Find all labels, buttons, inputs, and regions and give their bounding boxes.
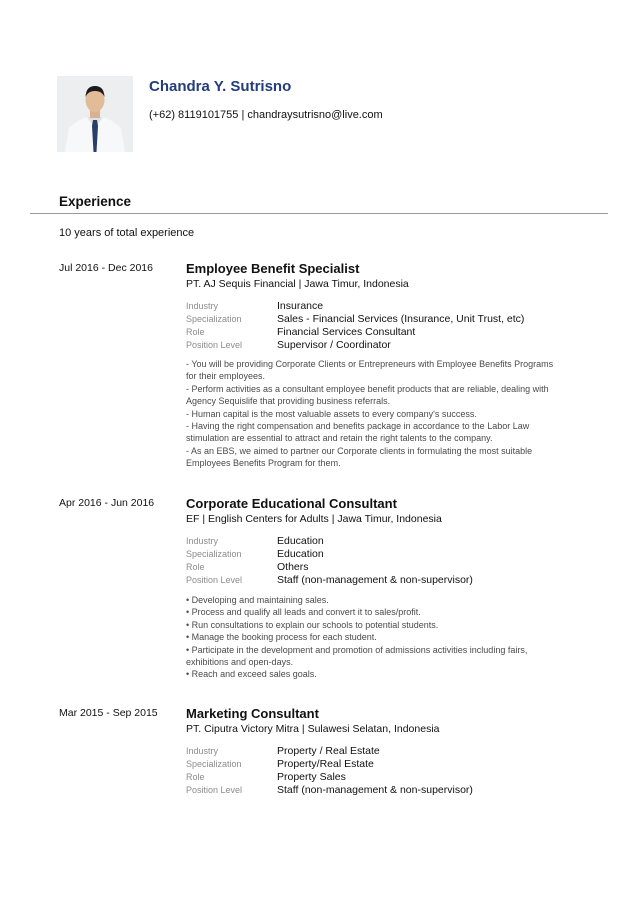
industry-value: Education	[277, 535, 324, 547]
description-line: exhibitions and open-days.	[186, 657, 294, 668]
job-dates: Mar 2015 - Sep 2015	[59, 707, 158, 719]
position-level-row	[186, 574, 586, 587]
role-value: Property Sales	[277, 771, 346, 783]
description-line: - You will be providing Corporate Clients or Entrepreneurs with Employee Benefits Programs	[186, 359, 554, 369]
specialization-label: Specialization	[186, 549, 242, 559]
description-line: stimulation are essential to attract and retain the right talents to the company.	[186, 433, 493, 444]
specialization-label: Specialization	[186, 314, 242, 324]
role-row	[186, 771, 586, 784]
job-company: PT. AJ Sequis Financial | Jawa Timur, Indonesia	[186, 278, 409, 290]
description-line: • Process and qualify all leads and convert it to sales/profit.	[186, 607, 421, 618]
description-line: for their employees.	[186, 371, 266, 382]
role-row	[186, 326, 586, 339]
industry-label: Industry	[186, 301, 219, 311]
description-line: - Perform activities as a consultant employee benefit products that are reliable, dealing with	[186, 383, 549, 394]
section-divider	[30, 213, 608, 214]
specialization-value: Property/Real Estate	[277, 758, 374, 770]
job-details	[186, 535, 586, 587]
position-level-row	[186, 339, 586, 352]
job-details	[186, 745, 586, 797]
role-value: Others	[277, 561, 309, 573]
profile-photo-image	[57, 76, 133, 152]
description-line: • Participate in the development and promotion of admissions activities including fairs,	[186, 644, 528, 655]
description-line: - As an EBS, we aimed to partner our Corporate clients in formulating the most suitable	[186, 445, 533, 456]
description-line: • Developing and maintaining sales.	[186, 595, 329, 605]
industry-value: Insurance	[277, 300, 324, 312]
position-level-value: Staff (non-management & non-supervisor)	[277, 784, 473, 796]
specialization-value: Sales - Financial Services (Insurance, Unit Trust, etc)	[277, 313, 525, 325]
description-line: Agency Sequislife that providing business referrals.	[186, 396, 391, 407]
job-title: Employee Benefit Specialist	[186, 261, 360, 276]
specialization-value: Education	[277, 548, 324, 560]
specialization-row	[186, 548, 586, 561]
position-level-value: Staff (non-management & non-supervisor)	[277, 574, 473, 586]
job-company: PT. Ciputra Victory Mitra | Sulawesi Selatan, Indonesia	[186, 723, 440, 735]
industry-label: Industry	[186, 746, 219, 756]
industry-row	[186, 300, 586, 313]
position-level-label: Position Level	[186, 340, 243, 350]
position-level-value: Supervisor / Coordinator	[277, 339, 391, 351]
job-title: Marketing Consultant	[186, 706, 319, 721]
role-value: Financial Services Consultant	[277, 326, 416, 338]
description-line: • Reach and exceed sales goals.	[186, 669, 317, 680]
role-row	[186, 561, 586, 574]
job-details	[186, 300, 586, 352]
industry-label: Industry	[186, 536, 219, 546]
role-label: Role	[186, 562, 205, 572]
job-title: Corporate Educational Consultant	[186, 496, 397, 511]
position-level-row	[186, 784, 586, 797]
job-description	[186, 358, 591, 470]
description-line: - Having the right compensation and benefits package in accordance to the Labor Law	[186, 421, 530, 432]
specialization-row	[186, 758, 586, 771]
specialization-row	[186, 313, 586, 326]
job-company: EF | English Centers for Adults | Jawa Timur, Indonesia	[186, 513, 442, 525]
experience-heading: Experience	[59, 194, 132, 209]
description-line: - Human capital is the most valuable assets to every company's success.	[186, 408, 477, 419]
contact-info: (+62) 8119101755 | chandraysutrisno@live.com	[149, 109, 383, 121]
industry-value: Property / Real Estate	[277, 745, 380, 757]
role-label: Role	[186, 327, 205, 337]
job-description	[186, 594, 591, 681]
industry-row	[186, 535, 586, 548]
candidate-name: Chandra Y. Sutrisno	[149, 78, 292, 95]
specialization-label: Specialization	[186, 759, 242, 769]
total-experience: 10 years of total experience	[59, 227, 195, 239]
role-label: Role	[186, 772, 205, 782]
description-line: • Manage the booking process for each student.	[186, 632, 377, 643]
position-level-label: Position Level	[186, 785, 243, 795]
description-line: • Run consultations to explain our schools to potential students.	[186, 619, 439, 630]
job-dates: Apr 2016 - Jun 2016	[59, 497, 155, 509]
description-line: Employees Benefits Program for them.	[186, 458, 341, 469]
position-level-label: Position Level	[186, 575, 243, 585]
profile-photo	[57, 76, 133, 152]
industry-row	[186, 745, 586, 758]
job-dates: Jul 2016 - Dec 2016	[59, 262, 153, 274]
